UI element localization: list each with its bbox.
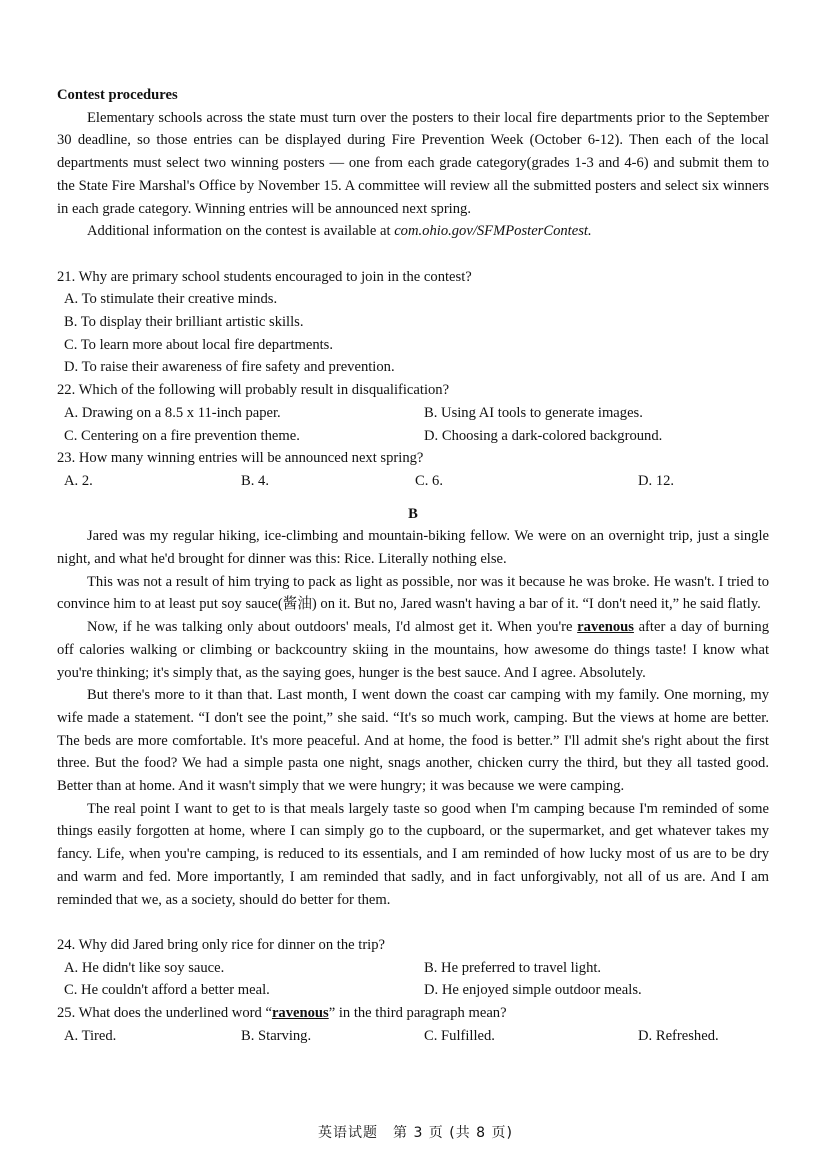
passage-b-paragraph-2: This was not a result of him trying to pack as light as possible, nor was it because he was broke. He wasn't. I tried to convince him to at least put soy sauce(酱油) on it. But no, Jared wasn't having a bar of it. “I don't need it,” he said flatly. [57,573,769,613]
option-22-c: C. Centering on a fire prevention theme. [64,427,300,444]
options-22-row-2 [57,425,769,448]
question-22: 22. Which of the following will probably result in disqualification? [57,382,450,399]
passage-b-paragraph-3 [57,616,769,684]
question-24: 24. Why did Jared bring only rice for dinner on the trip? [57,936,386,953]
option-25-d: D. Refreshed. [638,1027,719,1044]
exam-page [57,84,769,1047]
passage-b-paragraph-5: The real point I want to get to is that meals largely taste so good when I'm camping because I'm reminded of some things easily forgotten at home, where I can simply go to the cupboard, or the supermarket, and get whatever takes my fancy. Life, when you're camping, is reduced to its essentials, and I am reminded of how lucky most of us are to be dry and warm and fed. More importantly, I am reminded that sadly, and in fact unforgivably, not all of us are. And I am reminded that we, as a society, should do better for them. [57,800,769,908]
question-25 [57,1002,769,1025]
section-b-label: B [408,505,418,522]
option-23-b: B. 4. [241,472,269,489]
option-22-d: D. Choosing a dark-colored background. [424,427,663,444]
option-24-b: B. He preferred to travel light. [424,959,602,976]
option-23-a: A. 2. [64,472,93,489]
contest-paragraph-1: Elementary schools across the state must turn over the posters to their local fire departments prior to the September 30 deadline, so those entries can be displayed during Fire Prevention Week (October 6-12). Then each of the local departments must select two winning posters — one from each grade category(grades 1-3 and 4-6) and submit them to the State Fire Marshal's Office by November 15. A committee will review all the submitted posters and select six winners in each grade category. Winning entries will be announced next spring. [57,109,769,217]
paragraph-3-text-after: after a day of burning off calories walking or climbing or backcountry skiing in the mountains, how awesome do things taste! I know what you're thinking; it's simply that, as the saying goes, hunger is the best sauce. And I agree. Absolutely. [57,619,769,681]
section-heading: Contest procedures [57,87,178,103]
question-25-text-after: ” in the third paragraph mean? [328,1005,507,1022]
option-22-b: B. Using AI tools to generate images. [424,404,643,421]
option-23-c: C. 6. [415,472,443,489]
passage-b-paragraph-4: But there's more to it than that. Last month, I went down the coast car camping with my family. One morning, my wife made a statement. “I don't see the point,” she said. “It's so much work, camping. But the views at home are better. The beds are more comfortable. It's more peaceful. And at home, the food is better.” I'll admit she's right about the first three. But the food? We had a simple pasta one night, snags another, chicken curry the third, but they all tasted good. Better than at home. And it wasn't simply that we were hungry; it was because we were camping. [57,687,769,795]
options-22-row-1 [57,402,769,425]
paragraph-3-text-before: Now, if he was talking only about outdoors' meals, I'd almost get it. When you're [87,619,578,636]
option-21-d: D. To raise their awareness of fire safety and prevention. [64,359,395,376]
contest-url: com.ohio.gov/SFMPosterContest. [394,223,592,240]
option-25-a: A. Tired. [64,1027,117,1044]
options-24-row-1 [57,957,769,980]
question-21: 21. Why are primary school students encouraged to join in the contest? [57,268,472,285]
contest-paragraph-2 [57,220,769,243]
options-25-row [57,1025,769,1048]
option-21-c: C. To learn more about local fire departments. [64,336,334,353]
option-21-b: B. To display their brilliant artistic skills. [64,314,304,331]
page-footer: 英语试题 第 3 页 (共 8 页) [318,1125,513,1141]
options-23-row [57,470,769,493]
question-23: 23. How many winning entries will be announced next spring? [57,450,424,467]
question-25-text-before: 25. What does the underlined word “ [57,1005,272,1022]
option-24-d: D. He enjoyed simple outdoor meals. [424,982,642,999]
option-24-c: C. He couldn't afford a better meal. [64,982,270,999]
option-24-a: A. He didn't like soy sauce. [64,959,225,976]
contest-info-text: Additional information on the contest is available at [87,223,395,240]
option-25-b: B. Starving. [241,1027,312,1044]
question-25-underlined-word: ravenous [271,1005,329,1022]
option-23-d: D. 12. [638,472,675,489]
option-22-a: A. Drawing on a 8.5 x 11-inch paper. [64,404,281,421]
options-24-row-2 [57,979,769,1002]
option-21-a: A. To stimulate their creative minds. [64,291,278,308]
underlined-word: ravenous [577,619,634,636]
passage-b-paragraph-1: Jared was my regular hiking, ice-climbing and mountain-biking fellow. We were on an overnight trip, just a single night, and what he'd brought for dinner was this: Rice. Literally nothing else. [57,528,769,567]
option-25-c: C. Fulfilled. [424,1027,495,1044]
